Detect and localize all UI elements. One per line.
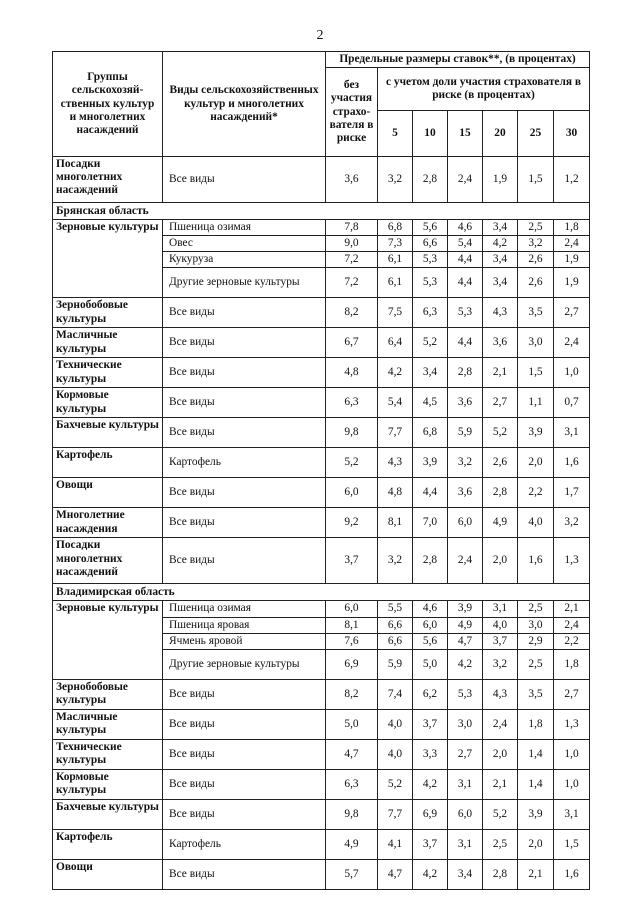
value-cell: 1,5 (554, 829, 590, 859)
value-cell: 2,4 (554, 617, 590, 633)
table-row (53, 829, 590, 859)
value-cell: 4,4 (448, 252, 483, 268)
value-cell: 2,4 (448, 538, 483, 584)
kind-cell: Все виды (163, 859, 326, 889)
value-cell: 5,0 (413, 649, 448, 679)
region-name: Брянская область (53, 203, 590, 220)
value-cell: 5,3 (448, 679, 483, 709)
value-cell: 7,7 (378, 418, 413, 448)
value-cell: 2,4 (554, 328, 590, 358)
region-row (53, 584, 590, 601)
kind-cell: Другие зерновые культуры (163, 649, 326, 679)
value-cell: 8,1 (326, 617, 378, 633)
value-cell: 2,5 (518, 220, 554, 236)
value-cell: 4,0 (378, 739, 413, 769)
kind-cell: Картофель (163, 448, 326, 478)
value-cell: 3,9 (413, 448, 448, 478)
value-cell: 5,6 (413, 220, 448, 236)
kind-cell: Другие зерновые культуры (163, 268, 326, 298)
value-cell: 7,2 (326, 268, 378, 298)
value-cell: 4,8 (326, 358, 378, 388)
value-cell: 6,8 (413, 418, 448, 448)
value-cell: 2,5 (518, 601, 554, 617)
value-cell: 2,2 (554, 633, 590, 649)
value-cell: 4,2 (483, 236, 518, 252)
value-cell: 0,7 (554, 388, 590, 418)
header-pct: 10 (413, 111, 448, 157)
value-cell: 3,2 (378, 538, 413, 584)
table-row (53, 298, 590, 328)
value-cell: 2,7 (448, 739, 483, 769)
value-cell: 3,6 (448, 478, 483, 508)
value-cell: 2,1 (483, 769, 518, 799)
value-cell: 6,7 (326, 328, 378, 358)
value-cell: 7,5 (378, 298, 413, 328)
value-cell: 6,1 (378, 268, 413, 298)
table-row (53, 739, 590, 769)
value-cell: 3,1 (554, 799, 590, 829)
value-cell: 7,8 (326, 220, 378, 236)
value-cell: 6,0 (326, 601, 378, 617)
value-cell: 4,7 (448, 633, 483, 649)
table-row (53, 799, 590, 829)
value-cell: 4,1 (378, 829, 413, 859)
page-number: 2 (316, 28, 324, 43)
value-cell: 9,0 (326, 236, 378, 252)
value-cell: 2,7 (554, 298, 590, 328)
group-cell: Кормовые культуры (53, 769, 163, 799)
value-cell: 2,4 (448, 157, 483, 203)
header-limits: Предельные размеры ставок**, (в процентах) (326, 52, 590, 68)
value-cell: 6,3 (326, 388, 378, 418)
value-cell: 1,8 (554, 649, 590, 679)
value-cell: 3,2 (448, 448, 483, 478)
value-cell: 1,9 (483, 157, 518, 203)
value-cell: 6,4 (378, 328, 413, 358)
value-cell: 3,6 (448, 388, 483, 418)
value-cell: 2,4 (554, 236, 590, 252)
group-cell: Зерновые культуры (53, 601, 163, 679)
value-cell: 4,7 (378, 859, 413, 889)
value-cell: 1,8 (554, 220, 590, 236)
value-cell: 3,1 (448, 769, 483, 799)
group-cell: Зернобобовые культуры (53, 679, 163, 709)
value-cell: 3,6 (483, 328, 518, 358)
value-cell: 5,0 (326, 709, 378, 739)
value-cell: 6,9 (413, 799, 448, 829)
value-cell: 2,5 (518, 649, 554, 679)
value-cell: 3,2 (378, 157, 413, 203)
value-cell: 6,9 (326, 649, 378, 679)
value-cell: 1,6 (518, 538, 554, 584)
value-cell: 8,1 (378, 508, 413, 538)
value-cell: 3,4 (483, 268, 518, 298)
kind-cell: Пшеница озимая (163, 220, 326, 236)
kind-cell: Пшеница яровая (163, 617, 326, 633)
value-cell: 3,4 (413, 358, 448, 388)
value-cell: 4,2 (413, 769, 448, 799)
value-cell: 4,6 (413, 601, 448, 617)
value-cell: 1,0 (554, 739, 590, 769)
value-cell: 3,1 (483, 601, 518, 617)
value-cell: 1,0 (554, 769, 590, 799)
value-cell: 5,2 (483, 799, 518, 829)
value-cell: 2,8 (413, 538, 448, 584)
value-cell: 4,6 (448, 220, 483, 236)
value-cell: 2,2 (518, 478, 554, 508)
value-cell: 5,2 (378, 769, 413, 799)
value-cell: 5,6 (413, 633, 448, 649)
header-kind: Виды сельскохозяйственных культур и многолетних насаждений* (163, 52, 326, 157)
value-cell: 5,2 (326, 448, 378, 478)
value-cell: 9,2 (326, 508, 378, 538)
group-cell: Зернобобовые культуры (53, 298, 163, 328)
value-cell: 1,1 (518, 388, 554, 418)
value-cell: 6,1 (378, 252, 413, 268)
header-pct: 15 (448, 111, 483, 157)
value-cell: 2,6 (518, 268, 554, 298)
value-cell: 6,6 (378, 617, 413, 633)
value-cell: 4,4 (448, 268, 483, 298)
group-cell: Посадки многолетних насаждений (53, 157, 163, 203)
value-cell: 3,2 (483, 649, 518, 679)
value-cell: 3,4 (483, 252, 518, 268)
group-cell: Овощи (53, 859, 163, 889)
table-row (53, 769, 590, 799)
table-row (53, 601, 590, 617)
kind-cell: Все виды (163, 298, 326, 328)
kind-cell: Все виды (163, 157, 326, 203)
value-cell: 2,8 (483, 478, 518, 508)
value-cell: 1,9 (554, 252, 590, 268)
value-cell: 6,0 (448, 508, 483, 538)
value-cell: 7,7 (378, 799, 413, 829)
value-cell: 4,3 (483, 679, 518, 709)
value-cell: 3,9 (448, 601, 483, 617)
value-cell: 4,0 (518, 508, 554, 538)
value-cell: 1,7 (554, 478, 590, 508)
value-cell: 4,8 (378, 478, 413, 508)
value-cell: 3,9 (518, 418, 554, 448)
value-cell: 2,7 (483, 388, 518, 418)
value-cell: 2,7 (554, 679, 590, 709)
value-cell: 2,1 (483, 358, 518, 388)
value-cell: 4,0 (483, 617, 518, 633)
value-cell: 3,4 (483, 220, 518, 236)
value-cell: 3,1 (448, 829, 483, 859)
table-body (53, 157, 590, 890)
value-cell: 4,9 (483, 508, 518, 538)
table-row (53, 388, 590, 418)
value-cell: 4,4 (413, 478, 448, 508)
value-cell: 6,2 (413, 679, 448, 709)
value-cell: 4,2 (413, 859, 448, 889)
value-cell: 2,8 (413, 157, 448, 203)
table-row (53, 418, 590, 448)
value-cell: 6,6 (413, 236, 448, 252)
table-row (53, 859, 590, 889)
insurance-rates-table (52, 51, 590, 890)
value-cell: 3,0 (518, 617, 554, 633)
value-cell: 5,7 (326, 859, 378, 889)
value-cell: 7,4 (378, 679, 413, 709)
value-cell: 4,0 (378, 709, 413, 739)
value-cell: 1,4 (518, 769, 554, 799)
value-cell: 5,3 (413, 268, 448, 298)
group-cell: Многолетние насаждения (53, 508, 163, 538)
value-cell: 2,8 (448, 358, 483, 388)
value-cell: 4,7 (326, 739, 378, 769)
value-cell: 3,3 (413, 739, 448, 769)
group-cell: Посадки многолетних насаждений (53, 538, 163, 584)
kind-cell: Овес (163, 236, 326, 252)
value-cell: 6,0 (326, 478, 378, 508)
value-cell: 5,5 (378, 601, 413, 617)
header-pct: 20 (483, 111, 518, 157)
value-cell: 1,9 (554, 268, 590, 298)
group-cell: Технические культуры (53, 358, 163, 388)
value-cell: 5,3 (448, 298, 483, 328)
value-cell: 5,2 (413, 328, 448, 358)
kind-cell: Все виды (163, 679, 326, 709)
value-cell: 4,9 (448, 617, 483, 633)
value-cell: 4,2 (448, 649, 483, 679)
value-cell: 3,5 (518, 679, 554, 709)
table-row (53, 508, 590, 538)
value-cell: 8,2 (326, 298, 378, 328)
kind-cell: Ячмень яровой (163, 633, 326, 649)
value-cell: 7,0 (413, 508, 448, 538)
group-cell: Технические культуры (53, 739, 163, 769)
value-cell: 4,4 (448, 328, 483, 358)
group-cell: Масличные культуры (53, 709, 163, 739)
table-row (53, 157, 590, 203)
value-cell: 2,9 (518, 633, 554, 649)
value-cell: 1,5 (518, 157, 554, 203)
value-cell: 3,7 (483, 633, 518, 649)
value-cell: 1,4 (518, 739, 554, 769)
value-cell: 3,7 (326, 538, 378, 584)
value-cell: 4,3 (378, 448, 413, 478)
value-cell: 1,6 (554, 859, 590, 889)
value-cell: 3,7 (413, 829, 448, 859)
value-cell: 5,4 (448, 236, 483, 252)
group-cell: Картофель (53, 829, 163, 859)
value-cell: 6,0 (413, 617, 448, 633)
table-row (53, 679, 590, 709)
value-cell: 3,6 (326, 157, 378, 203)
kind-cell: Все виды (163, 538, 326, 584)
value-cell: 6,0 (448, 799, 483, 829)
table-row (53, 538, 590, 584)
table-row (53, 448, 590, 478)
kind-cell: Все виды (163, 478, 326, 508)
header-pct: 5 (378, 111, 413, 157)
value-cell: 2,1 (518, 859, 554, 889)
value-cell: 1,3 (554, 538, 590, 584)
value-cell: 3,1 (554, 418, 590, 448)
group-cell: Зерновые культуры (53, 220, 163, 298)
value-cell: 7,2 (326, 252, 378, 268)
value-cell: 9,8 (326, 799, 378, 829)
value-cell: 1,3 (554, 709, 590, 739)
value-cell: 6,6 (378, 633, 413, 649)
value-cell: 7,3 (378, 236, 413, 252)
value-cell: 4,9 (326, 829, 378, 859)
group-cell: Кормовые культуры (53, 388, 163, 418)
value-cell: 2,6 (483, 448, 518, 478)
header-with-share: с учетом доли участия страхователя в риске (в процентах) (378, 68, 590, 111)
value-cell: 3,9 (518, 799, 554, 829)
value-cell: 7,6 (326, 633, 378, 649)
value-cell: 2,6 (518, 252, 554, 268)
value-cell: 2,0 (518, 829, 554, 859)
group-cell: Масличные культуры (53, 328, 163, 358)
value-cell: 2,0 (518, 448, 554, 478)
value-cell: 3,5 (518, 298, 554, 328)
table-row (53, 709, 590, 739)
value-cell: 4,2 (378, 358, 413, 388)
value-cell: 6,3 (326, 769, 378, 799)
group-cell: Бахчевые культуры (53, 418, 163, 448)
kind-cell: Все виды (163, 418, 326, 448)
value-cell: 1,5 (518, 358, 554, 388)
kind-cell: Все виды (163, 328, 326, 358)
value-cell: 5,2 (483, 418, 518, 448)
value-cell: 3,0 (448, 709, 483, 739)
table-row (53, 220, 590, 236)
group-cell: Бахчевые культуры (53, 799, 163, 829)
kind-cell: Картофель (163, 829, 326, 859)
value-cell: 3,0 (518, 328, 554, 358)
kind-cell: Кукуруза (163, 252, 326, 268)
value-cell: 2,5 (483, 829, 518, 859)
value-cell: 3,2 (518, 236, 554, 252)
value-cell: 3,2 (554, 508, 590, 538)
value-cell: 5,4 (378, 388, 413, 418)
value-cell: 6,8 (378, 220, 413, 236)
table-row (53, 358, 590, 388)
kind-cell: Все виды (163, 508, 326, 538)
value-cell: 2,1 (554, 601, 590, 617)
value-cell: 6,3 (413, 298, 448, 328)
value-cell: 1,2 (554, 157, 590, 203)
value-cell: 2,8 (483, 859, 518, 889)
value-cell: 3,7 (413, 709, 448, 739)
value-cell: 5,9 (448, 418, 483, 448)
table-row (53, 328, 590, 358)
kind-cell: Все виды (163, 709, 326, 739)
value-cell: 5,9 (378, 649, 413, 679)
region-row (53, 203, 590, 220)
value-cell: 2,4 (483, 709, 518, 739)
kind-cell: Все виды (163, 769, 326, 799)
value-cell: 1,8 (518, 709, 554, 739)
value-cell: 4,3 (483, 298, 518, 328)
value-cell: 4,5 (413, 388, 448, 418)
kind-cell: Все виды (163, 799, 326, 829)
kind-cell: Все виды (163, 388, 326, 418)
value-cell: 1,6 (554, 448, 590, 478)
kind-cell: Пшеница озимая (163, 601, 326, 617)
header-without-share: без участия страхо-вателя в риске (326, 68, 378, 157)
region-name: Владимирская область (53, 584, 590, 601)
header-pct: 25 (518, 111, 554, 157)
header-pct: 30 (554, 111, 590, 157)
kind-cell: Все виды (163, 739, 326, 769)
value-cell: 2,0 (483, 538, 518, 584)
group-cell: Картофель (53, 448, 163, 478)
header-group: Группы сельскохозяй-ственных культур и многолетних насаждений (53, 52, 163, 157)
value-cell: 9,8 (326, 418, 378, 448)
table-row (53, 478, 590, 508)
value-cell: 5,3 (413, 252, 448, 268)
kind-cell: Все виды (163, 358, 326, 388)
value-cell: 8,2 (326, 679, 378, 709)
value-cell: 1,0 (554, 358, 590, 388)
value-cell: 3,4 (448, 859, 483, 889)
group-cell: Овощи (53, 478, 163, 508)
value-cell: 2,0 (483, 739, 518, 769)
